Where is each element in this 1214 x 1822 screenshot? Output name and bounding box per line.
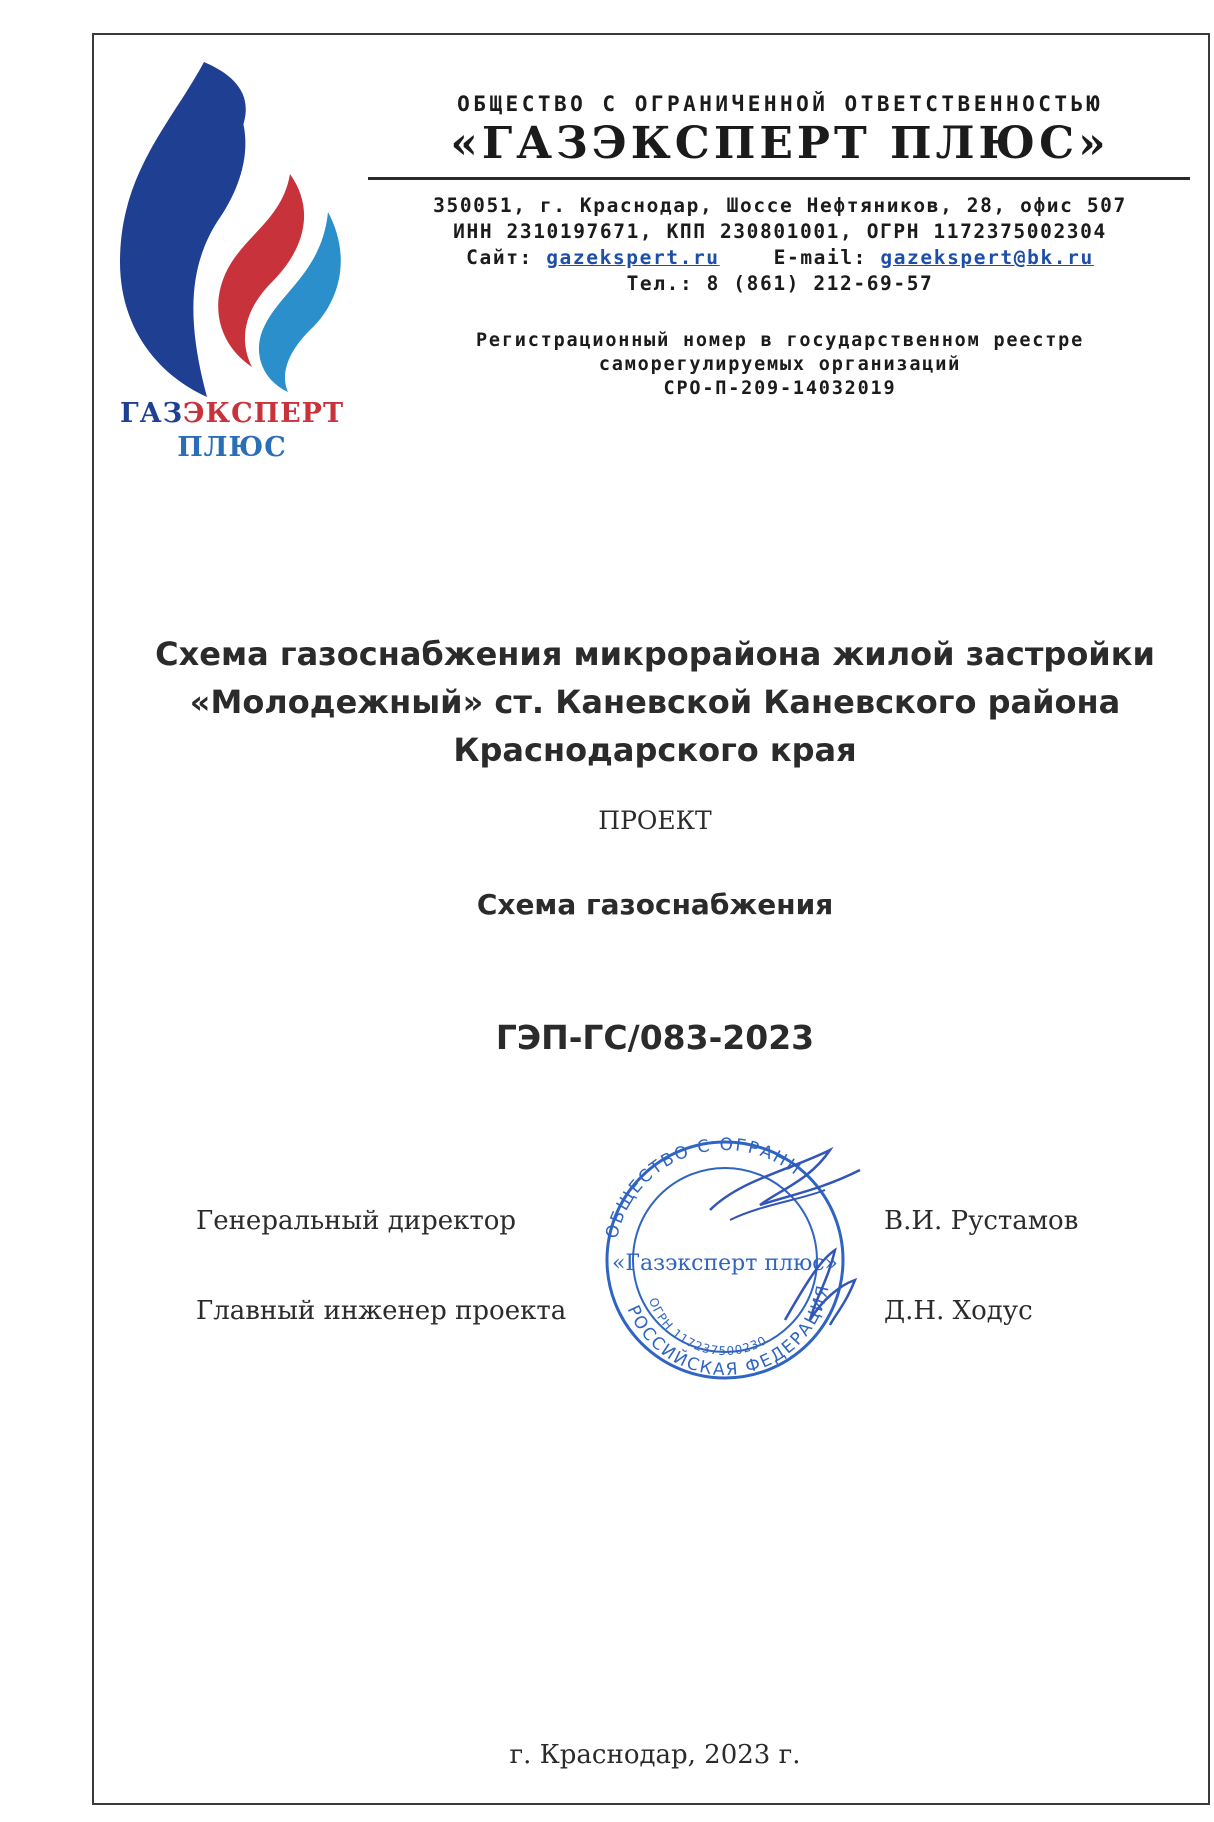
company-logo: [112, 62, 352, 472]
title-line2: «Молодежный» ст. Каневской Каневского района: [189, 683, 1121, 721]
svg-text:ОБЩЕСТВО С ОГРАНИ: [602, 1135, 805, 1241]
seal-outer-text: ОБЩЕСТВО С ОГРАНИ: [602, 1134, 806, 1241]
title-line3: Краснодарского края: [453, 731, 857, 769]
document-code: ГЭП-ГС/083-2023: [495, 1018, 815, 1057]
svg-text:РОССИЙСКАЯ ФЕДЕРАЦИЯ: [623, 1282, 834, 1380]
signatory-name-1: В.И. Рустамов: [884, 1206, 1079, 1236]
registry-number: СРО-П-209-14032019: [663, 378, 897, 399]
site-label: Сайт:: [466, 246, 533, 269]
email-link[interactable]: gazekspert@bk.ru: [880, 246, 1094, 269]
signatory-name-2: Д.Н. Ходус: [884, 1296, 1033, 1326]
place-date: г. Краснодар, 2023 г.: [509, 1740, 801, 1770]
org-name: «ГАЗЭКСПЕРТ ПЛЮС»: [450, 118, 1110, 169]
logo-wordmark-line1: [112, 398, 352, 429]
logo-wordmark-line2: ПЛЮС: [177, 432, 287, 463]
company-seal: [560, 1110, 890, 1410]
registry-line1: Регистрационный номер в государственном реестре: [475, 330, 1085, 351]
org-contacts: [365, 246, 1195, 269]
logo-word-gaz: ГАЗ: [119, 398, 184, 429]
title-line1: Схема газоснабжения микрорайона жилой застройки: [155, 635, 1155, 673]
document-subtitle: Схема газоснабжения: [476, 888, 834, 921]
registry-line2: саморегулируемых организаций: [598, 354, 962, 375]
signatory-role-2: Главный инженер проекта: [196, 1296, 567, 1326]
seal-inner-text: ОГРН 117237500230: [645, 1295, 770, 1359]
logo-word-expert: ЭКСПЕРТ: [183, 398, 345, 429]
org-phone: Тел.: 8 (861) 212-69-57: [626, 272, 934, 295]
seal-center-text: «Газэксперт плюс»: [611, 1251, 839, 1276]
header-divider: [368, 177, 1190, 180]
site-link[interactable]: gazekspert.ru: [546, 246, 720, 269]
document-title: [110, 630, 1200, 774]
document-stage: ПРОЕКТ: [598, 806, 712, 835]
seal-bottom-text: РОССИЙСКАЯ ФЕДЕРАЦИЯ: [622, 1282, 835, 1381]
signatory-role-1: Генеральный директор: [196, 1206, 517, 1236]
flame-icon: [112, 62, 352, 402]
email-label: E-mail:: [773, 246, 868, 269]
org-requisites: ИНН 2310197671, КПП 230801001, ОГРН 1172375002304: [453, 220, 1107, 243]
org-address: 350051, г. Краснодар, Шоссе Нефтяников, 28, офис 507: [433, 194, 1127, 217]
org-type: ОБЩЕСТВО С ОГРАНИЧЕННОЙ ОТВЕТСТВЕННОСТЬЮ: [457, 92, 1103, 116]
